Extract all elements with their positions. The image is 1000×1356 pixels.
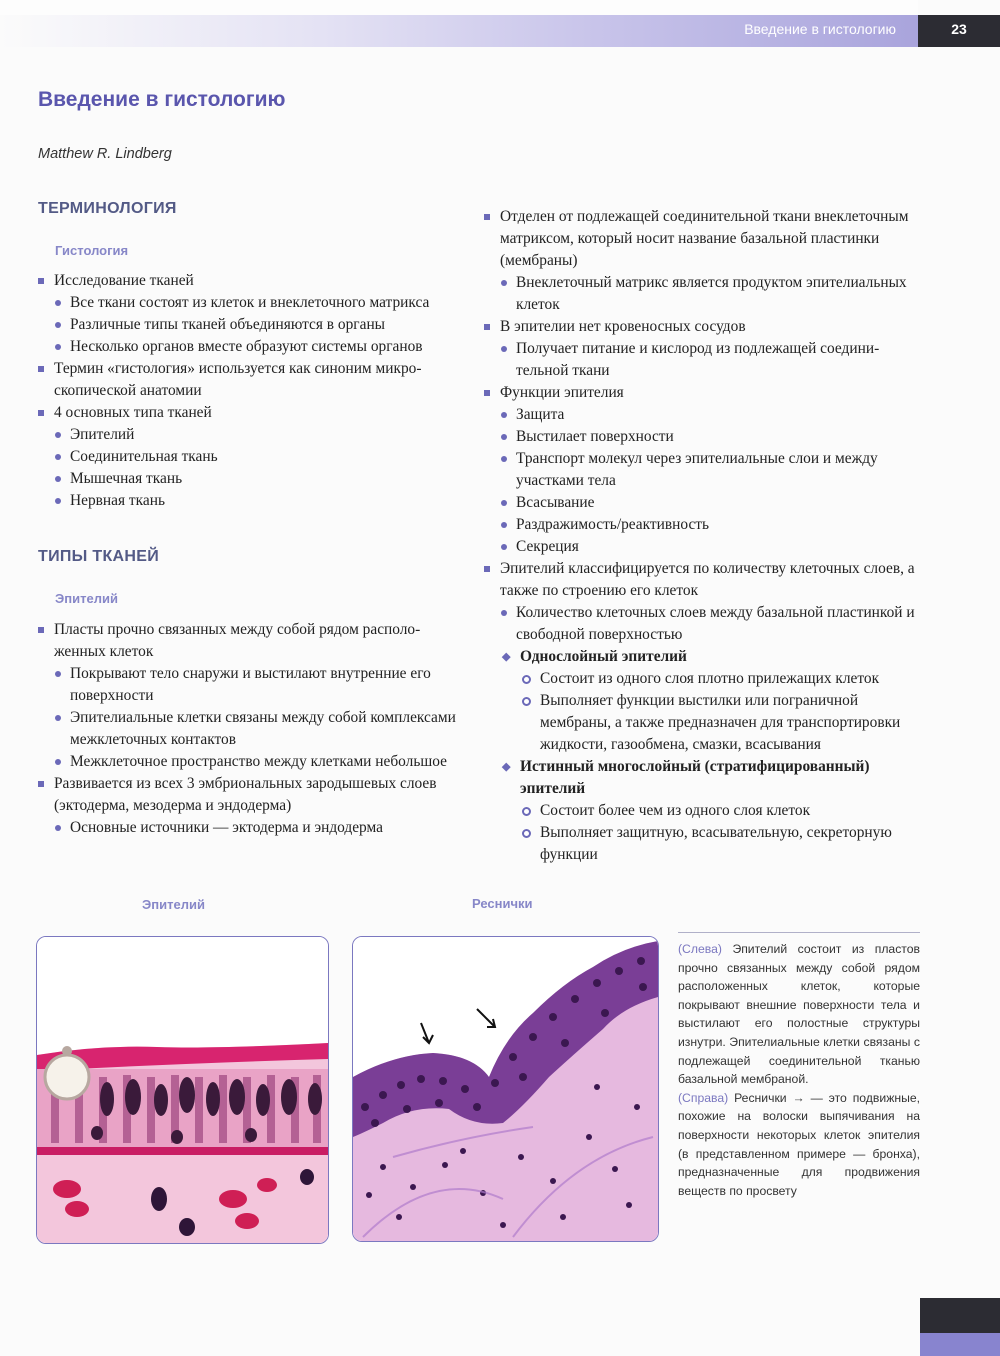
list-item: Эпителиальные клетки связаны между собой комплексами межклеточных контактов: [36, 707, 464, 751]
list-item: Мышечная ткань: [36, 468, 464, 490]
list-item: Исследование тканей: [36, 270, 464, 292]
page-number: 23: [951, 21, 967, 37]
section-heading-terminology: ТЕРМИНОЛОГИЯ: [38, 200, 177, 217]
list-item: ◆ Истинный многослойный (стратифицированный) эпителий: [482, 756, 922, 800]
subheading-histology: Гистология: [55, 243, 129, 258]
list-item: Транспорт молекул через эпителиальные слои и между участками тела: [482, 448, 922, 492]
list-item: Термин «гистология» используется как синоним микроскопической анатомии: [36, 358, 464, 402]
list-item: Выстилает поверхности: [482, 426, 922, 448]
list-item: Всасывание: [482, 492, 922, 514]
list-item: Состоит из одного слоя плотно прилежащих клеток: [482, 668, 922, 690]
caption-left-text: Эпителий состоит из пластов прочно связанных между собой рядом расположенных клеток, которые покрывают внешние поверхности тела и выстилают его полостные структуры изнутри. Эпителиальные клетки связаны с подлежащей соединительной тканью базальной мембраной.: [678, 942, 921, 1087]
list-item: Эпителий классифицируется по количеству клеточных слоев, а также по строению его клеток: [482, 558, 922, 602]
list-item: Секреция: [482, 536, 922, 558]
list-item: Межклеточное пространство между клетками небольшое: [36, 751, 464, 773]
author-name: Matthew R. Lindberg: [38, 146, 172, 162]
histology-list: [36, 270, 464, 512]
list-item: 4 основных типа тканей: [36, 402, 464, 424]
list-item: Покрывают тело снаружи и выстилают внутренние его поверхности: [36, 663, 464, 707]
epithelium-list: [36, 619, 464, 839]
figure-caption: [678, 940, 920, 1200]
page-edge-tab-dark: [920, 1298, 1000, 1333]
list-item: В эпителии нет кровеносных сосудов: [482, 316, 922, 338]
list-item: Несколько органов вместе образуют системы органов: [36, 336, 464, 358]
list-item: Соединительная ткань: [36, 446, 464, 468]
epithelium-micrograph: [36, 936, 329, 1244]
caption-right-tag: (Справа): [678, 1090, 729, 1105]
cilia-tissue-image: [353, 937, 658, 1241]
figure-label-cilia: Реснички: [472, 896, 533, 911]
caption-right-lead: Реснички: [734, 1090, 787, 1105]
list-item: Функции эпителия: [482, 382, 922, 404]
caption-right-text: — это подвижные, похожие на волоски выпячивания на поверхности некоторых клеток эпителия (в представленном примере — бронха), предназначенные для продвижения веществ по просвету: [678, 1090, 921, 1198]
arrow-icon: →: [792, 1090, 805, 1105]
list-item: Отделен от подлежащей соединительной ткани внеклеточным матриксом, который носит название базальной пластинки (мембраны): [482, 206, 922, 272]
figure-label-epithelium: Эпителий: [142, 897, 205, 912]
caption-rule: [678, 932, 920, 933]
list-item: Основные источники — эктодерма и эндодерма: [36, 817, 464, 839]
list-item: Раздражимость/реактивность: [482, 514, 922, 536]
cilia-micrograph: [352, 936, 659, 1242]
list-item: Внеклеточный матрикс является продуктом эпителиальных клеток: [482, 272, 922, 316]
list-item: Нервная ткань: [36, 490, 464, 512]
running-header-title: Введение в гистологию: [744, 21, 896, 37]
list-item: Эпителий: [36, 424, 464, 446]
list-item: Количество клеточных слоев между базальной пластинкой и свободной поверхностью: [482, 602, 922, 646]
list-item: Состоит более чем из одного слоя клеток: [482, 800, 922, 822]
page-edge-tab-accent: [920, 1333, 1000, 1356]
section-heading-tissue-types: ТИПЫ ТКАНЕЙ: [38, 548, 160, 565]
list-item: Получает питание и кислород из подлежащей соединительной ткани: [482, 338, 922, 382]
list-item: Выполняет защитную, всасывательную, секреторную функции: [482, 822, 922, 866]
list-item: Пласты прочно связанных между собой рядом расположенных клеток: [36, 619, 464, 663]
list-item: Защита: [482, 404, 922, 426]
list-item: Развивается из всех 3 эмбриональных зародышевых слоев (эктодерма, мезодерма и эндодерма): [36, 773, 464, 817]
list-item: Различные типы тканей объединяются в органы: [36, 314, 464, 336]
right-column-list: [482, 206, 922, 866]
page-top-margin: [0, 0, 918, 15]
subheading-epithelium: Эпителий: [55, 591, 118, 606]
epithelium-tissue-image: [37, 937, 328, 1243]
caption-left-tag: (Слева): [678, 942, 722, 956]
list-item: ◆ Однослойный эпителий: [482, 646, 922, 668]
chapter-title: Введение в гистологию: [38, 88, 286, 111]
list-item: Выполняет функции выстилки или пограничной мембраны, а также предназначен для транспортировки жидкости, газообмена, смазки, всасывания: [482, 690, 922, 756]
list-item: Все ткани состоят из клеток и внеклеточного матрикса: [36, 292, 464, 314]
